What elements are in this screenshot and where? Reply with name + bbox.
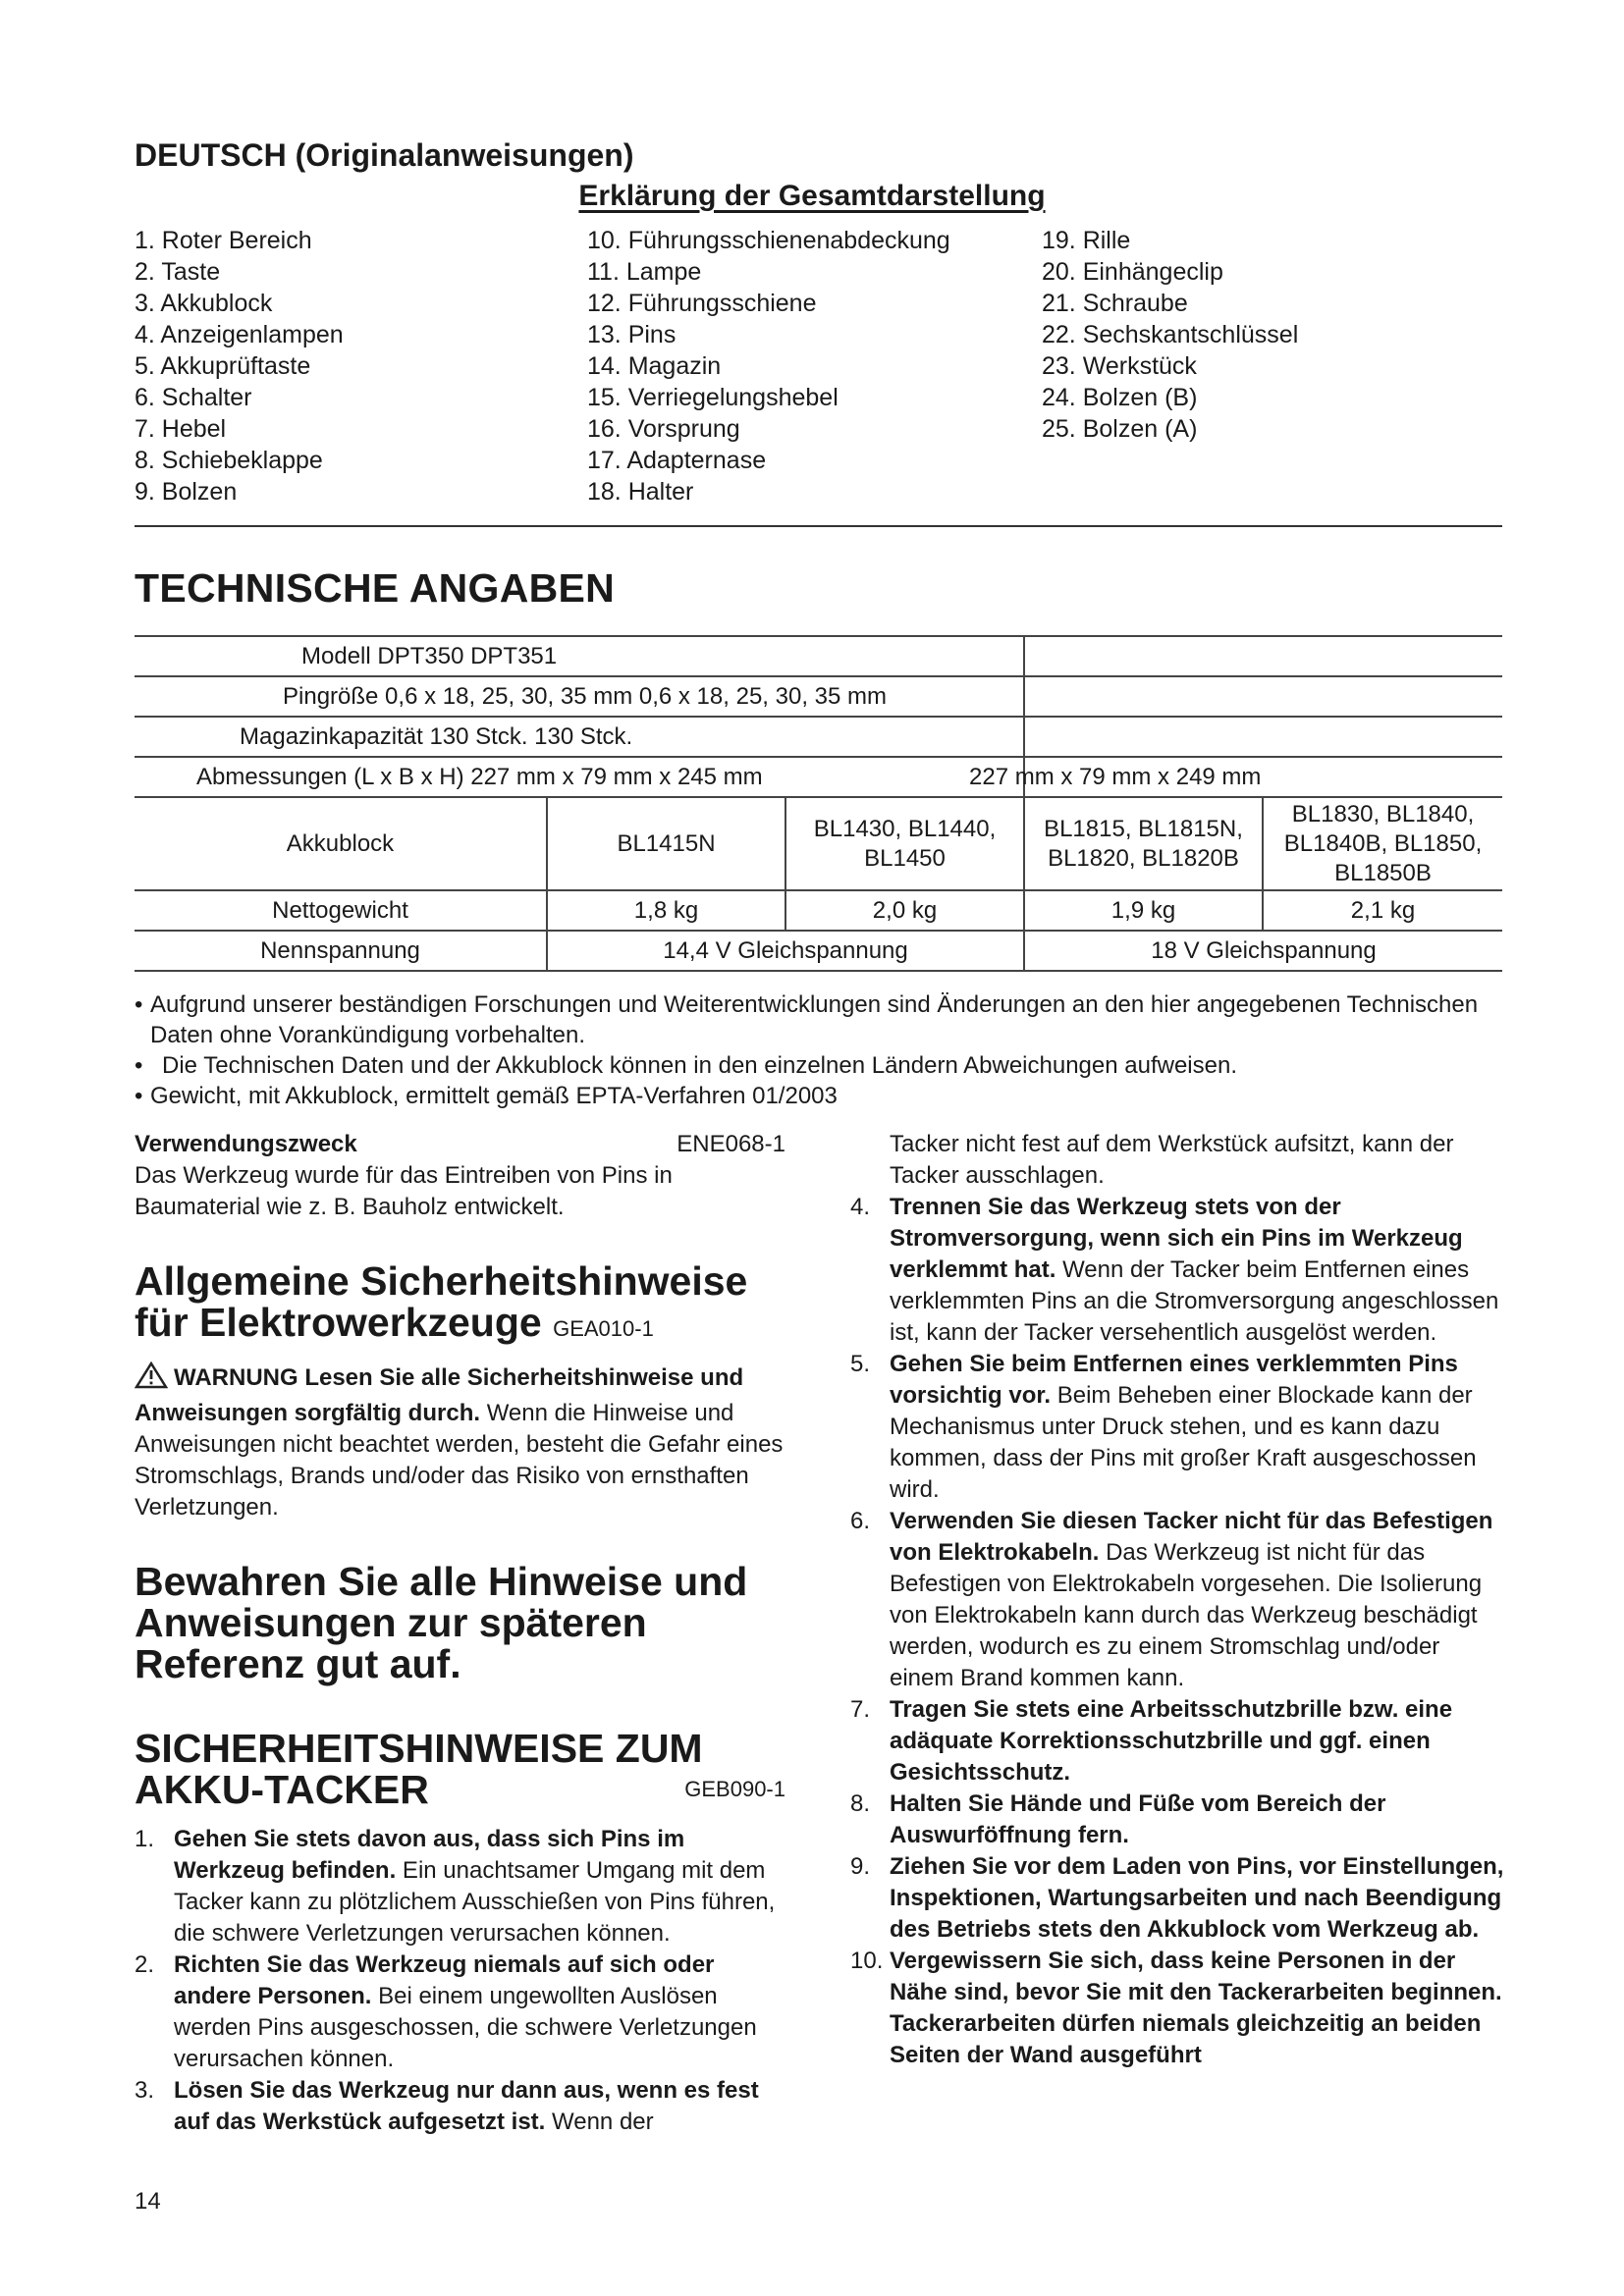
legend-item: 15. Verriegelungshebel (587, 384, 839, 411)
legend-item: 7. Hebel (135, 415, 227, 443)
spec-cell: Pingröße 0,6 x 18, 25, 30, 35 mm 0,6 x 18, 25, 30, 35 mm (135, 676, 1024, 717)
legend-item: 8. Schiebeklappe (135, 447, 323, 474)
list-item: 3. Lösen Sie das Werkzeug nur dann aus, wenn es fest auf das Werkstück aufgesetzt ist. Wenn der (135, 2077, 759, 2135)
legend-title: Erklärung der Gesamtdarstellung (578, 180, 1046, 212)
section-divider (135, 525, 1502, 527)
legend-item: 13. Pins (587, 321, 677, 348)
table-row (135, 931, 1502, 971)
spec-cell: 1,9 kg (1024, 890, 1263, 931)
spec-cell: 2,1 kg (1263, 890, 1502, 931)
spec-label: Nettogewicht (135, 890, 547, 931)
legend-item: 21. Schraube (1042, 290, 1188, 317)
table-row (135, 757, 1502, 797)
spec-cell: 18 V Gleichspannung (1024, 931, 1502, 971)
spec-cell: Abmessungen (L x B x H) 227 mm x 79 mm x 245 mm (135, 757, 1024, 797)
legend-item: 10. Führungsschienenabdeckung (587, 227, 950, 254)
legend-item: 17. Adapternase (587, 447, 767, 474)
legend-item: 22. Sechskantschlüssel (1042, 321, 1299, 348)
legend-item: 11. Lampe (587, 258, 702, 286)
warning-text: Wenn die Hinweise und Anweisungen nicht beachtet werden, besteht die Gefahr eines Stromschlags, Brands und/oder das Risiko von ernsthaften Verletzungen. (135, 1400, 784, 1521)
right-column (850, 1129, 1508, 2071)
purpose-heading (135, 1129, 785, 1160)
spec-cell (1024, 676, 1502, 717)
note-item: • Aufgrund unserer beständigen Forschungen und Weiterentwicklungen sind Änderungen an den hier angegebenen Technischen Daten ohne Vorankündigung vorbehalten. (135, 989, 1509, 1050)
legend-item: 1. Roter Bereich (135, 227, 312, 254)
general-safety-title: Allgemeine Sicherheitshinweise für Elektrowerkzeuge (135, 1258, 748, 1345)
spec-cell: BL1415N (547, 797, 785, 890)
legend-item: 6. Schalter (135, 384, 252, 411)
legend-item: 3. Akkublock (135, 290, 273, 317)
legend-item: 9. Bolzen (135, 478, 238, 506)
page-number: 14 (135, 2188, 161, 2215)
language-heading: DEUTSCH (Originalanweisungen) (135, 137, 634, 173)
table-row (135, 890, 1502, 931)
table-row (135, 797, 1502, 890)
list-item: 7. Tragen Sie stets eine Arbeitsschutzbrille bzw. eine adäquate Korrektionsschutzbrille und ggf. einen Gesichtsschutz. (850, 1696, 1453, 1786)
warning-paragraph (135, 1362, 785, 1523)
warning-icon (135, 1362, 168, 1398)
specs-table (135, 635, 1502, 972)
spec-cell: 227 mm x 79 mm x 249 mm (1024, 757, 1502, 797)
tacker-safety-title: SICHERHEITSHINWEISE ZUM AKKU-TACKER (135, 1726, 703, 1812)
legend-item: 14. Magazin (587, 352, 722, 380)
list-item-continuation: Tacker nicht fest auf dem Werkstück aufsitzt, kann der Tacker ausschlagen. (890, 1131, 1454, 1189)
spec-cell: Magazinkapazität 130 Stck. 130 Stck. (135, 717, 1024, 757)
keep-notice-heading: Bewahren Sie alle Hinweise und Anweisungen zur späteren Referenz gut auf. (135, 1559, 748, 1686)
legend-item: 5. Akkuprüftaste (135, 352, 311, 380)
list-item: 4. Trennen Sie das Werkzeug stets von der Stromversorgung, wenn sich ein Pins im Werkzeug verklemmt hat. Wenn der Tacker beim Entfernen eines verklemmten Pins an die Stromversorgung angeschlossen ist, kann der Tacker versehentlich ausgelöst werden. (850, 1194, 1499, 1346)
tacker-safety-code: GEB090-1 (684, 1777, 785, 1801)
list-item: 1. Gehen Sie stets davon aus, dass sich Pins im Werkzeug befinden. Ein unachtsamer Umgang mit dem Tacker kann zu plötzlichem Ausschießen von Pins führen, die schwere Verletzungen verursachen können. (135, 1826, 776, 1947)
legend-column-3 (1042, 225, 1298, 445)
list-item: 2. Richten Sie das Werkzeug niemals auf sich oder andere Personen. Bei einem ungewollten Auslösen werden Pins ausgeschossen, die schwere Verletzungen verursachen können. (135, 1951, 757, 2072)
spec-cell: 1,8 kg (547, 890, 785, 931)
specs-title: TECHNISCHE ANGABEN (135, 565, 616, 611)
legend-item: 25. Bolzen (A) (1042, 415, 1198, 443)
warning-bold: WARNUNG Lesen Sie alle Sicherheitshinweise und Anweisungen sorgfältig durch. (135, 1364, 744, 1426)
general-safety-code: GEA010-1 (553, 1316, 654, 1341)
spec-cell: BL1830, BL1840, BL1840B, BL1850, BL1850B (1263, 797, 1502, 890)
legend-item: 24. Bolzen (B) (1042, 384, 1198, 411)
spec-notes (135, 989, 1509, 1111)
tacker-safety-list-left (135, 1824, 785, 2138)
spec-cell (1024, 717, 1502, 757)
legend-item: 20. Einhängeclip (1042, 258, 1223, 286)
note-item: • Die Technischen Daten und der Akkublock können in den einzelnen Ländern Abweichungen aufweisen. (135, 1050, 1509, 1081)
spec-cell: 14,4 V Gleichspannung (547, 931, 1024, 971)
legend-item: 16. Vorsprung (587, 415, 740, 443)
legend-item: 4. Anzeigenlampen (135, 321, 344, 348)
tacker-safety-heading (135, 1728, 785, 1810)
list-item: 8. Halten Sie Hände und Füße vom Bereich der Auswurföffnung fern. (850, 1790, 1386, 1848)
spec-cell: BL1815, BL1815N, BL1820, BL1820B (1024, 797, 1263, 890)
list-item: 9. Ziehen Sie vor dem Laden von Pins, vor Einstellungen, Inspektionen, Wartungsarbeiten und nach Beendigung des Betriebs stets den Akkublock vom Werkzeug ab. (850, 1853, 1504, 1943)
purpose-title: Verwendungszweck (135, 1131, 357, 1157)
list-item: 5. Gehen Sie beim Entfernen eines verklemmten Pins vorsichtig vor. Beim Beheben einer Blockade kann der Mechanismus unter Druck stehen, und es kann dazu kommen, dass der Pins mit großer Kraft ausgeschossen wird. (850, 1351, 1477, 1503)
spec-label: Akkublock (135, 797, 547, 890)
spec-cell: 2,0 kg (785, 890, 1024, 931)
note-item: • Gewicht, mit Akkublock, ermittelt gemäß EPTA-Verfahren 01/2003 (135, 1081, 1509, 1111)
table-row (135, 676, 1502, 717)
list-item: 6. Verwenden Sie diesen Tacker nicht für das Befestigen von Elektrokabeln. Das Werkzeug ist nicht für das Befestigen von Elektrokabeln vorgesehen. Die Isolierung von Elektrokabeln kann durch das Werkzeug beschädigt werden, wodurch es zu einem Stromschlag und/oder einem Brand kommen kann. (850, 1508, 1493, 1691)
left-column (135, 1129, 785, 2138)
general-safety-heading (135, 1260, 785, 1350)
legend-item: 18. Halter (587, 478, 694, 506)
legend-item: 19. Rille (1042, 227, 1131, 254)
spec-label: Nennspannung (135, 931, 547, 971)
legend-item: 23. Werkstück (1042, 352, 1197, 380)
purpose-text: Das Werkzeug wurde für das Eintreiben von Pins in Baumaterial wie z. B. Bauholz entwickelt. (135, 1162, 673, 1220)
legend-column-1 (135, 225, 344, 507)
spec-cell: BL1430, BL1440, BL1450 (785, 797, 1024, 890)
legend-item: 2. Taste (135, 258, 221, 286)
spec-cell: Modell DPT350 DPT351 (135, 636, 1024, 676)
list-item: 10. Vergewissern Sie sich, dass keine Personen in der Nähe sind, bevor Sie mit den Tackerarbeiten beginnen. Tackerarbeiten dürfen niemals gleichzeitig an beiden Seiten der Wand ausgeführt (850, 1948, 1502, 2068)
purpose-code: ENE068-1 (677, 1131, 785, 1157)
spec-cell (1024, 636, 1502, 676)
table-row (135, 717, 1502, 757)
table-row (135, 636, 1502, 676)
legend-item: 12. Führungsschiene (587, 290, 817, 317)
legend-column-2 (587, 225, 950, 507)
